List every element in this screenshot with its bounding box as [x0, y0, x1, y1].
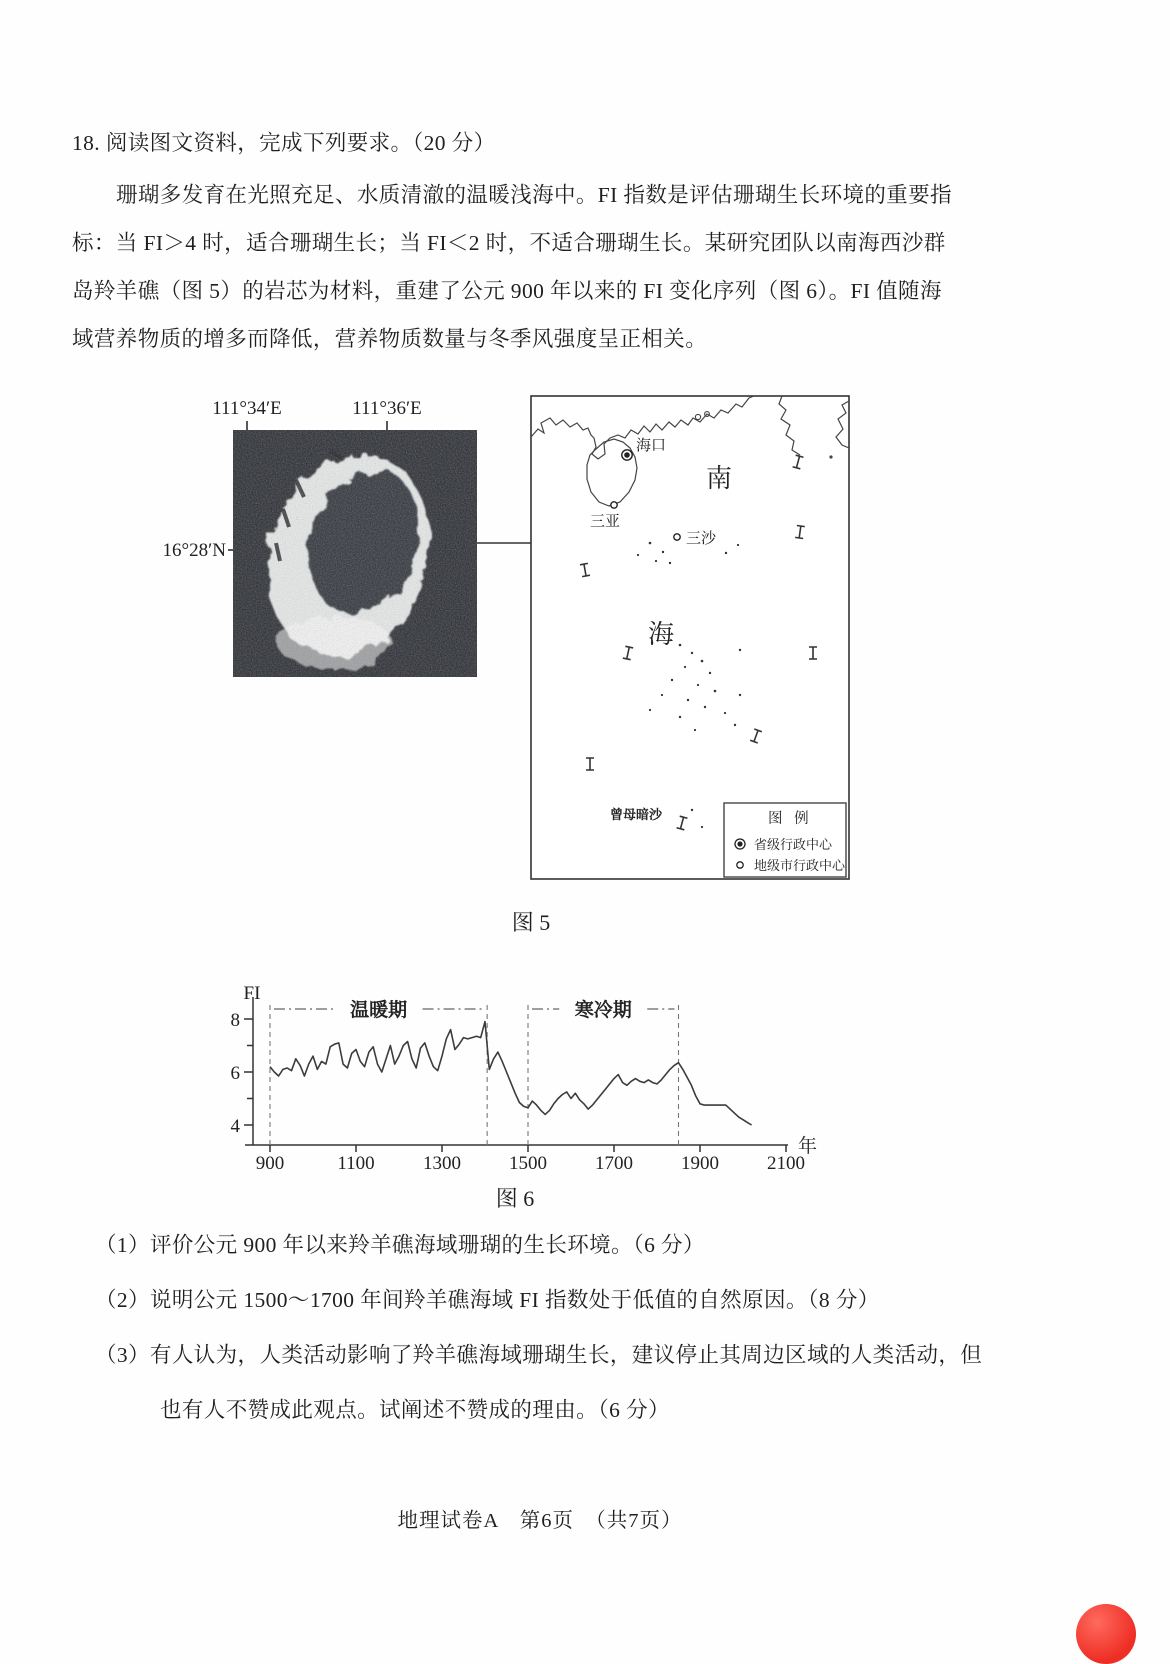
fi-curve	[270, 1022, 752, 1125]
map-legend	[724, 803, 846, 877]
longitude-label-left: 111°34′E	[212, 398, 282, 419]
floating-action-button-partial[interactable]	[1076, 1604, 1136, 1664]
legend-label-city: 地级市行政中心	[754, 858, 846, 873]
y-axis-title: FI	[243, 985, 261, 1004]
reef-satellite-image	[150, 396, 495, 688]
x-tick-label: 900	[255, 1153, 285, 1174]
x-tick-label: 1300	[423, 1153, 461, 1174]
x-tick-label: 2100	[767, 1153, 805, 1174]
legend-title: 图 例	[768, 811, 813, 827]
passage-line: 珊瑚多发育在光照充足、水质清澈的温暖浅海中。FI 指数是评估珊瑚生长环境的重要指	[116, 183, 952, 207]
sansha-marker	[674, 534, 680, 540]
y-tick-label: 8	[230, 1010, 240, 1031]
sansha-label: 三沙	[686, 531, 717, 547]
x-tick-label: 1100	[337, 1153, 375, 1174]
sanya-marker	[611, 502, 617, 508]
question-3-line1: （3）有人认为，人类活动影响了羚羊礁海域珊瑚生长，建议停止其周边区域的人类活动，但	[95, 1343, 983, 1367]
passage-line: 标：当 FI＞4 时，适合珊瑚生长；当 FI＜2 时，不适合珊瑚生长。某研究团队以南海西沙群	[72, 231, 946, 255]
question-1: （1）评价公元 900 年以来羚羊礁海域珊瑚的生长环境。（6 分）	[95, 1233, 705, 1257]
passage-line: 岛羚羊礁（图 5）的岩芯为材料，重建了公元 900 年以来的 FI 变化序列（图 6）。FI 值随海	[72, 279, 942, 303]
question-3-line2: 也有人不赞成此观点。试阐述不赞成的理由。（6 分）	[160, 1398, 670, 1422]
x-tick-label: 1700	[595, 1153, 633, 1174]
satellite-photo	[233, 430, 477, 677]
period-label: 温暖期	[350, 1000, 408, 1021]
figure5-caption: 图 5	[511, 910, 551, 935]
sensor-noise	[233, 430, 477, 677]
question-heading: 18. 阅读图文资料，完成下列要求。（20 分）	[72, 131, 496, 155]
fi-time-series-chart	[200, 985, 830, 1185]
passage-line: 域营养物质的增多而降低，营养物质数量与冬季风强度呈正相关。	[72, 327, 708, 351]
latitude-label: 16°28′N	[162, 540, 226, 561]
figure6-caption: 图 6	[495, 1186, 535, 1211]
y-tick-label: 6	[230, 1063, 240, 1084]
legend-symbol-city	[737, 862, 743, 868]
question-2: （2）说明公元 1500～1700 年间羚羊礁海域 FI 指数处于低值的自然原因。（8 分）	[95, 1288, 880, 1312]
x-tick-label: 1500	[509, 1153, 547, 1174]
period-label: 寒冷期	[574, 1000, 632, 1021]
sea-name-char-nan: 南	[706, 464, 735, 493]
haikou-label: 海口	[636, 438, 667, 454]
x-tick-label: 1900	[681, 1153, 719, 1174]
longitude-label-right: 111°36′E	[352, 398, 422, 419]
x-axis-title: 年	[798, 1136, 818, 1157]
sea-name-char-hai: 海	[648, 620, 677, 649]
sanya-label: 三亚	[590, 514, 621, 530]
legend-label-province: 省级行政中心	[754, 837, 833, 852]
y-tick-label: 4	[230, 1116, 240, 1137]
south-china-sea-map	[530, 395, 850, 880]
coast-islet	[829, 455, 832, 458]
page-footer: 地理试卷A 第6页 （共7页）	[397, 1510, 683, 1532]
zengmu-ansha-label: 曾母暗沙	[610, 807, 663, 822]
